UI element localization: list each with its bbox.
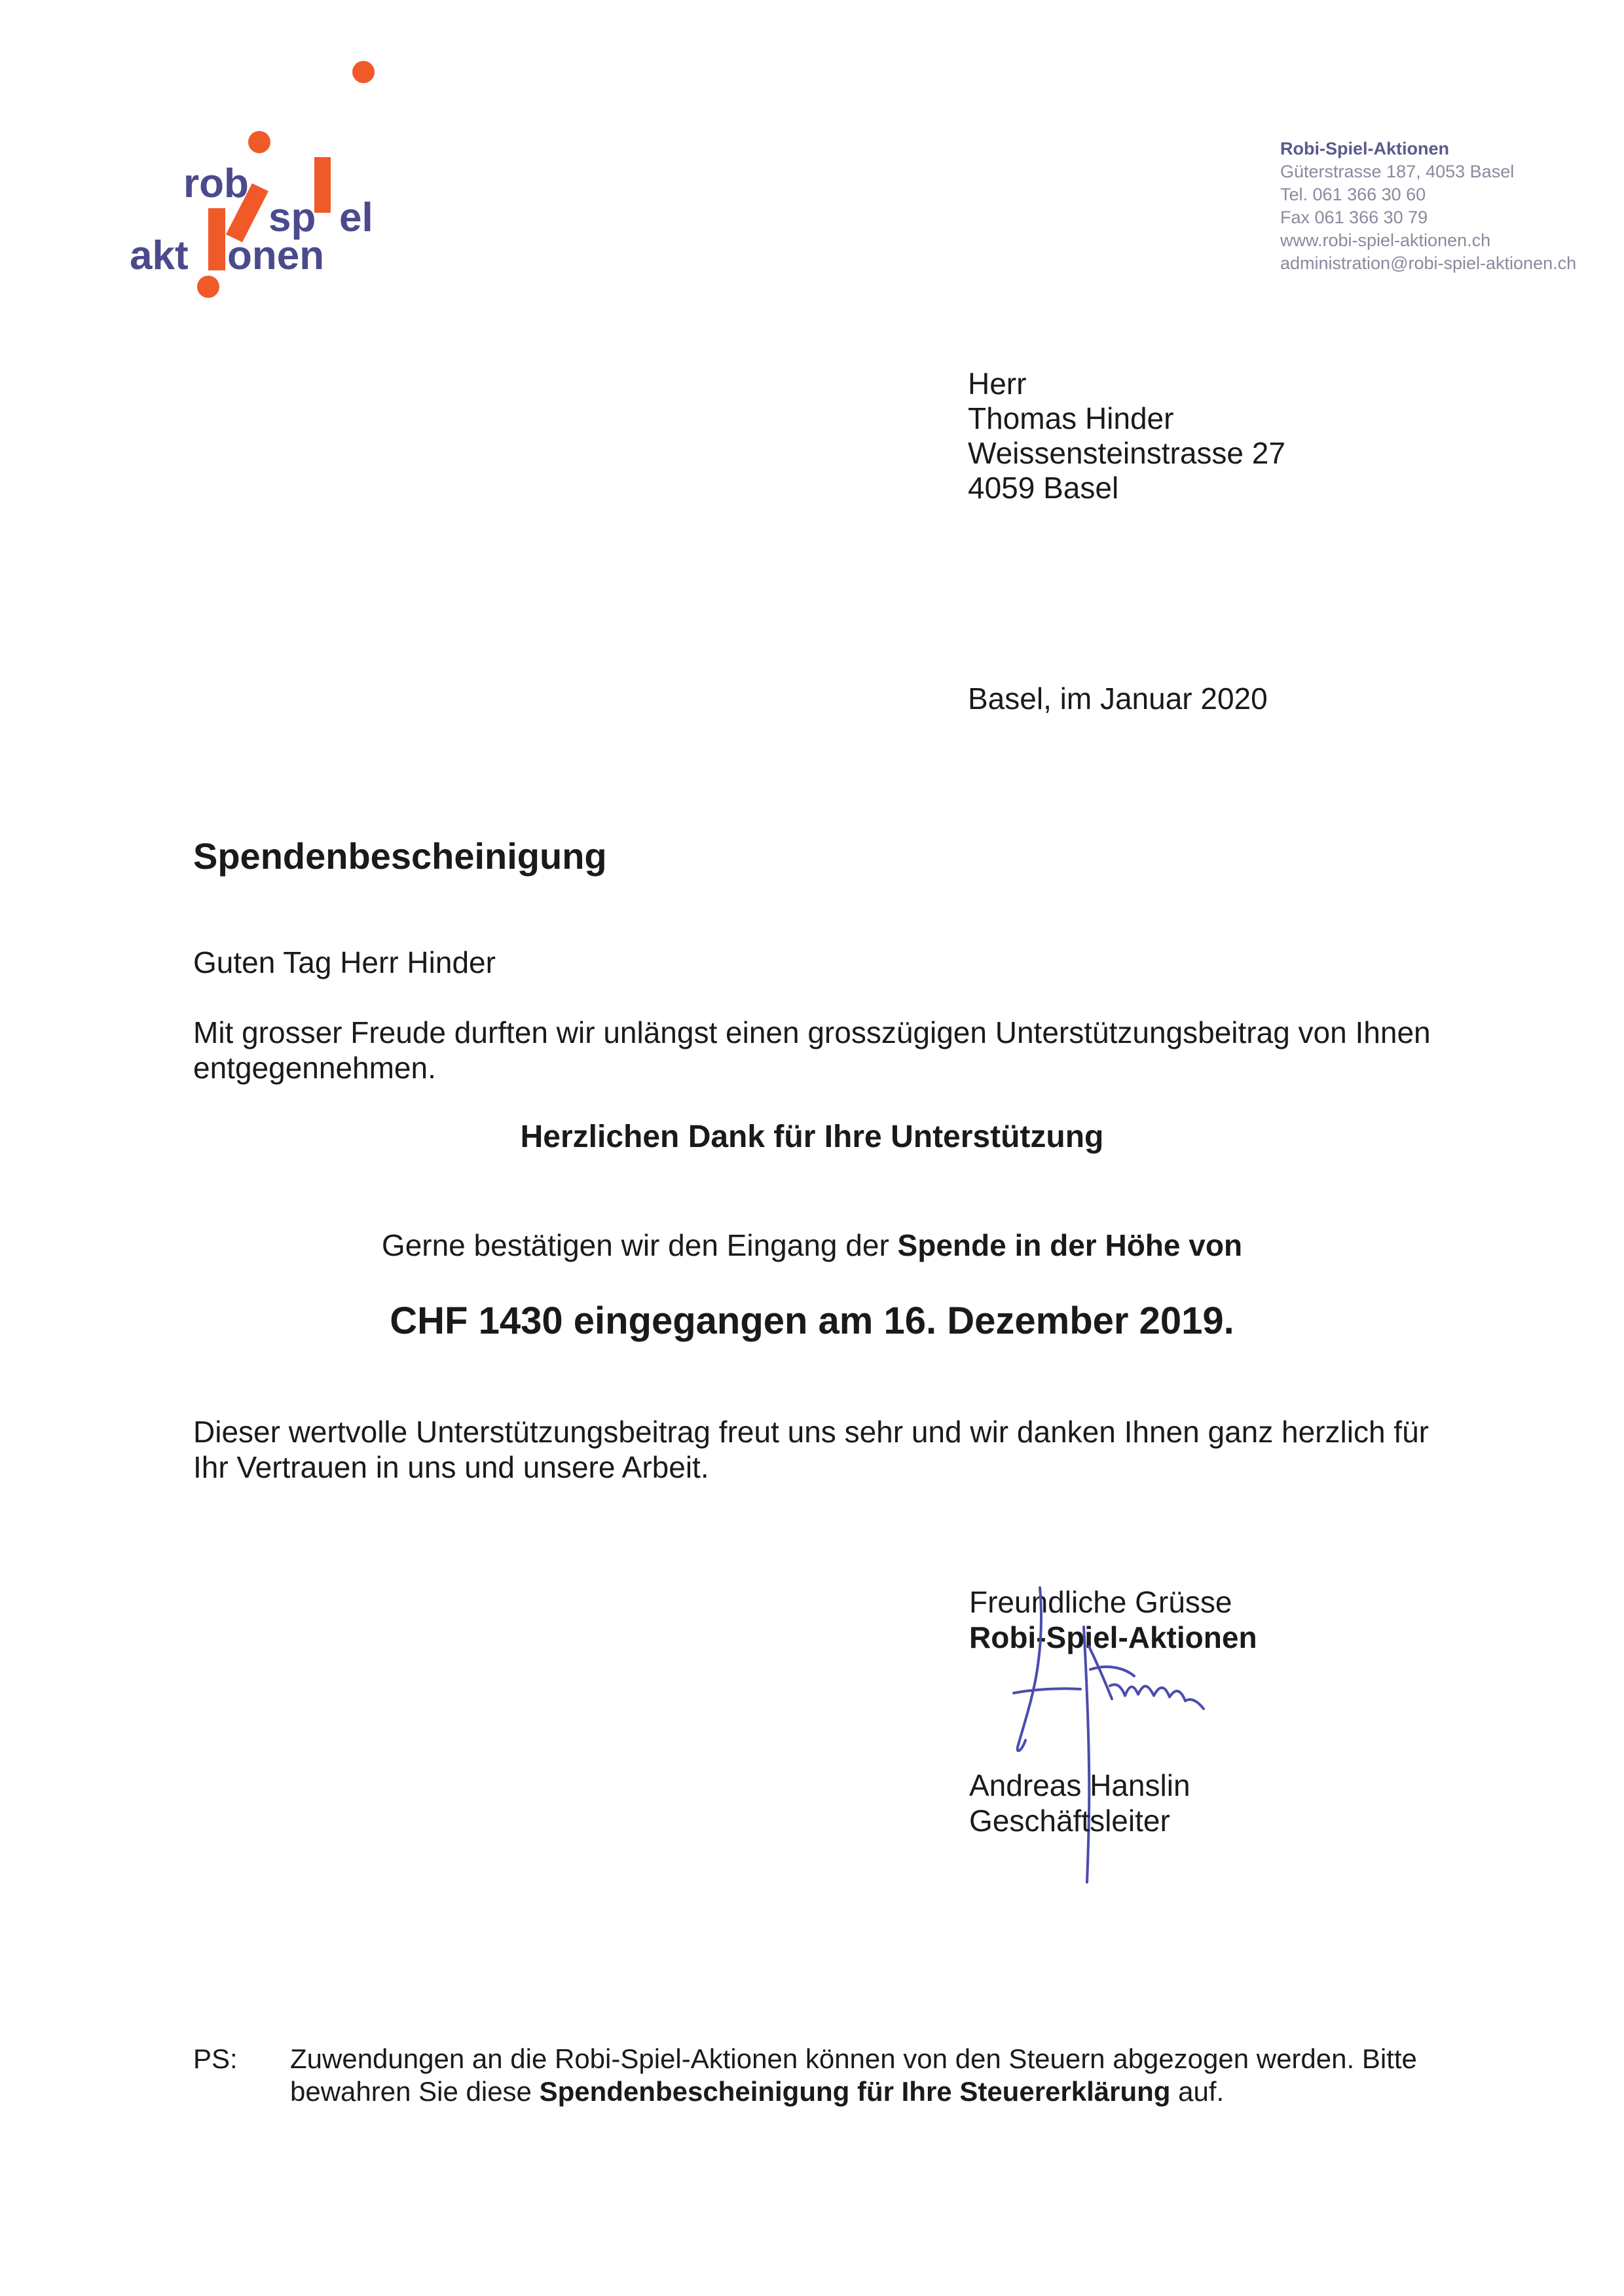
signer-name: Andreas Hanslin — [969, 1768, 1190, 1802]
closing-paragraph: Dieser wertvolle Unterstützungsbeitrag freut uns sehr und wir danken Ihnen ganz herzlich für Ihr Vertrauen in uns und unsere Arbeit. — [193, 1415, 1429, 1484]
signoff-regards: Freundliche Grüsse — [969, 1585, 1232, 1619]
greeting: Guten Tag Herr Hinder — [193, 945, 496, 979]
signer — [969, 1768, 1190, 1838]
confirm-line — [0, 1228, 1624, 1263]
logo-word-rob: rob — [183, 161, 249, 206]
logo — [124, 52, 399, 308]
amount-line: CHF 1430 eingegangen am 16. Dezember 2019. — [390, 1300, 1234, 1342]
document-title: Spendenbescheinigung — [193, 835, 607, 877]
sender-fax: Fax 061 366 30 79 — [1280, 208, 1428, 227]
sender-block — [1280, 137, 1576, 275]
logo-word-el: el — [339, 195, 373, 240]
ps-text — [290, 2043, 1469, 2108]
ps-text-b: auf. — [1170, 2076, 1225, 2107]
ps-text-a: Zuwendungen an die Robi-Spiel-Aktionen können von den Steuern abgezogen werden. Bitte bewahren Sie diese — [290, 2043, 1417, 2107]
date-line: Basel, im Januar 2020 — [968, 682, 1268, 716]
recipient-name: Thomas Hinder — [968, 401, 1174, 435]
sender-email: administration@robi-spiel-aktionen.ch — [1280, 253, 1577, 273]
confirm-text: Gerne bestätigen wir den Eingang der — [381, 1228, 898, 1262]
ps-text-bold: Spendenbescheinigung für Ihre Steuererklärung — [539, 2076, 1171, 2107]
logo-word-akt: akt — [130, 233, 189, 278]
sender-org: Robi-Spiel-Aktionen — [1280, 139, 1449, 158]
confirm-bold-text: Spende in der Höhe von — [897, 1228, 1243, 1262]
signer-role: Geschäftsleiter — [969, 1804, 1170, 1838]
logo-word-sp: sp — [268, 195, 316, 240]
sender-address: Güterstrasse 187, 4053 Basel — [1280, 162, 1515, 181]
handwritten-signature — [969, 1571, 1270, 1886]
intro-paragraph: Mit grosser Freude durften wir unlängst einen grosszügigen Unterstützungsbeitrag von Ihnen entgegennehmen. — [193, 1015, 1431, 1085]
sender-web: www.robi-spiel-aktionen.ch — [1280, 230, 1491, 250]
ps-label: PS: — [193, 2043, 238, 2074]
logo-word-onen: onen — [227, 233, 325, 278]
sender-tel: Tel. 061 366 30 60 — [1280, 185, 1426, 204]
recipient-salutation: Herr — [968, 367, 1027, 401]
signoff-org: Robi-Spiel-Aktionen — [969, 1620, 1257, 1654]
recipient-city: 4059 Basel — [968, 471, 1119, 505]
thanks-heading: Herzlichen Dank für Ihre Unterstützung — [520, 1120, 1104, 1154]
recipient-street: Weissensteinstrasse 27 — [968, 436, 1285, 470]
recipient-address — [968, 367, 1285, 505]
